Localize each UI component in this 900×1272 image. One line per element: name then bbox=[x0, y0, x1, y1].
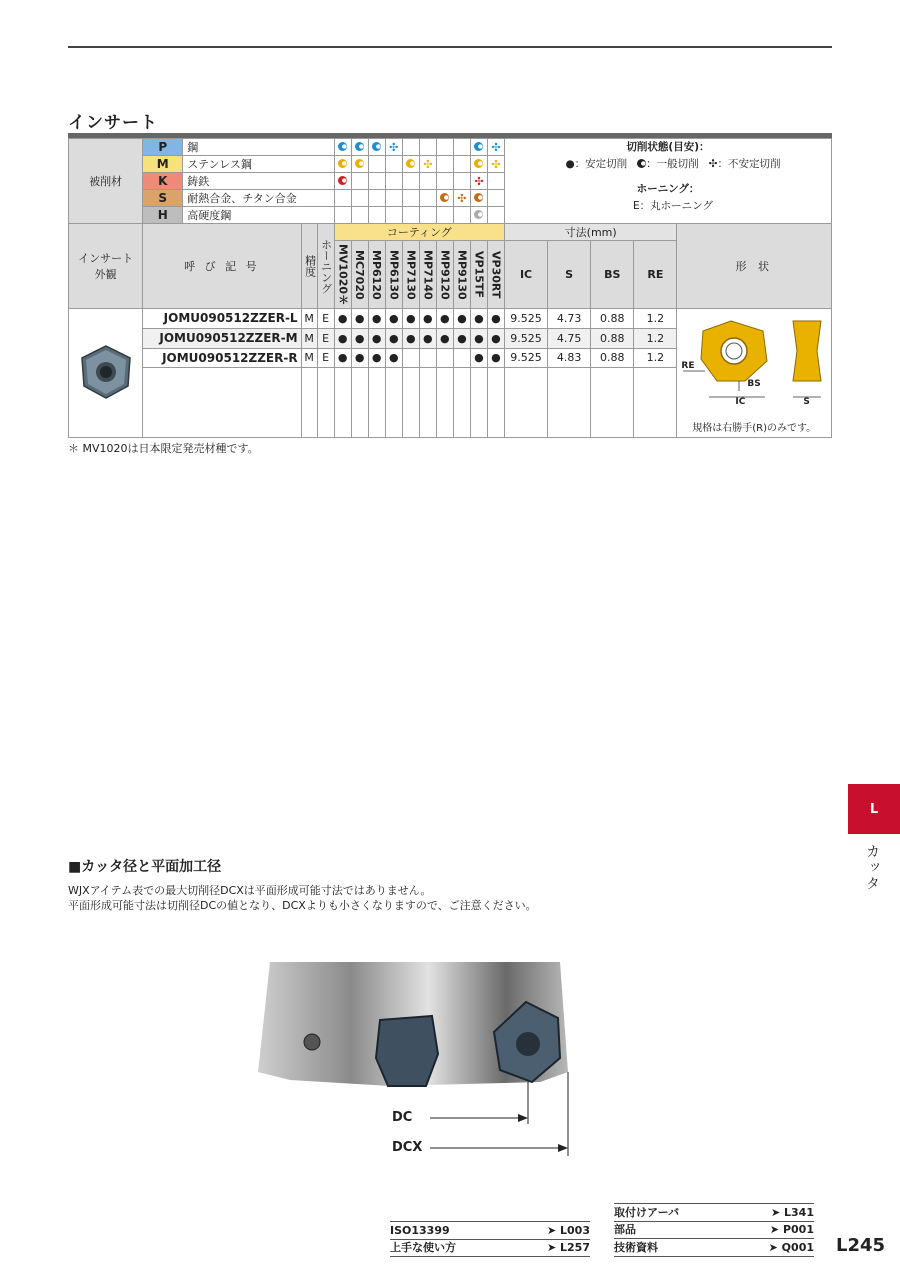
grade-mark: ● bbox=[470, 348, 487, 368]
ref-label: ISO13399 bbox=[390, 1224, 450, 1237]
honing-cell: E bbox=[317, 348, 334, 368]
stable-icon bbox=[372, 142, 381, 151]
grade-header: MP6130 bbox=[387, 249, 401, 300]
grade-header: VP15TF bbox=[472, 251, 486, 298]
grade-mark bbox=[453, 348, 470, 368]
dim-s: 4.73 bbox=[548, 309, 591, 329]
insert-photo-cell bbox=[69, 309, 143, 438]
grade-mark: ● bbox=[487, 309, 504, 329]
shape-note: 規格は右勝手(R)のみです。 bbox=[692, 423, 817, 434]
grade-header: VP30RT bbox=[489, 250, 503, 299]
coating-header: コーティング bbox=[334, 224, 504, 241]
dim-bs: 0.88 bbox=[591, 328, 634, 348]
unstable-icon: ✣ bbox=[474, 174, 484, 188]
grade-mark: ● bbox=[436, 328, 453, 348]
shape-header: 形 状 bbox=[677, 224, 832, 309]
ref-label: 上手な使い方 bbox=[390, 1241, 456, 1254]
insert-view-header: インサート 外観 bbox=[69, 224, 143, 309]
insert-table bbox=[68, 138, 832, 438]
material-code-h: H bbox=[143, 207, 183, 224]
ref-page: ➤ Q001 bbox=[768, 1241, 814, 1254]
dim-re: 1.2 bbox=[634, 309, 677, 329]
dc-label: DC bbox=[392, 1110, 413, 1125]
material-code-k: K bbox=[143, 173, 183, 190]
general-icon bbox=[440, 193, 449, 202]
unstable-legend-icon: ✣ bbox=[708, 158, 718, 170]
general-icon bbox=[355, 159, 364, 168]
grade-mark bbox=[436, 348, 453, 368]
tolerance-cell: M bbox=[301, 309, 317, 329]
dim-ic: 9.525 bbox=[504, 328, 547, 348]
ref-page: ➤ L257 bbox=[546, 1241, 590, 1254]
dim-col-re: RE bbox=[634, 241, 677, 309]
dim-ic: 9.525 bbox=[504, 309, 547, 329]
material-code-s: S bbox=[143, 190, 183, 207]
legend-stable: ：安定切削 bbox=[574, 158, 628, 170]
grade-mark: ● bbox=[334, 309, 351, 329]
ref-label: 部品 bbox=[614, 1223, 636, 1236]
grade-mark: ● bbox=[453, 309, 470, 329]
tolerance-cell: M bbox=[301, 348, 317, 368]
dim-s: 4.75 bbox=[548, 328, 591, 348]
grade-mark: ● bbox=[385, 309, 402, 329]
ref-page: ➤ L341 bbox=[770, 1206, 814, 1219]
grade-mark: ● bbox=[368, 348, 385, 368]
general-icon bbox=[474, 159, 483, 168]
grade-header: MP6120 bbox=[370, 249, 384, 300]
footnote: ＊ MV1020は日本限定発売材種です。 bbox=[68, 442, 259, 455]
dim-bs: 0.88 bbox=[591, 309, 634, 329]
material-name: 鋼 bbox=[183, 139, 334, 156]
honing-header: ホーニング bbox=[319, 238, 333, 294]
ref-link[interactable] bbox=[614, 1221, 814, 1239]
legend-honing-e: E：丸ホーニング bbox=[633, 200, 713, 212]
dimensions-header: 寸法(mm) bbox=[504, 224, 676, 241]
section2-text bbox=[68, 883, 537, 913]
legend-general: ：一般切削 bbox=[646, 158, 699, 170]
tolerance-cell: M bbox=[301, 328, 317, 348]
ref-page: ➤ L003 bbox=[546, 1224, 590, 1237]
grade-mark: ● bbox=[351, 328, 368, 348]
general-icon bbox=[637, 159, 646, 168]
grade-header: MV1020＊ bbox=[336, 243, 350, 306]
stable-icon bbox=[338, 142, 347, 151]
grade-header: MP7130 bbox=[404, 249, 418, 300]
dim-bs: 0.88 bbox=[591, 348, 634, 368]
honing-cell: E bbox=[317, 309, 334, 329]
grade-mark: ● bbox=[487, 348, 504, 368]
ref-link[interactable] bbox=[614, 1203, 814, 1222]
dim-col-ic: IC bbox=[504, 241, 547, 309]
material-name: 耐熱合金、チタン合金 bbox=[183, 190, 334, 207]
insert-code: JOMU090512ZZER-R bbox=[143, 348, 301, 368]
legend-unstable: ：不安定切削 bbox=[717, 158, 781, 170]
grade-mark: ● bbox=[419, 328, 436, 348]
ref-link[interactable] bbox=[390, 1239, 590, 1257]
dim-col-bs: BS bbox=[591, 241, 634, 309]
material-name: ステンレス鋼 bbox=[183, 156, 334, 173]
dim-ic: 9.525 bbox=[504, 348, 547, 368]
cutter-photo bbox=[250, 962, 590, 1162]
unstable-icon: ✣ bbox=[423, 157, 433, 171]
general-icon bbox=[474, 210, 483, 219]
shape-label-bs: BS bbox=[747, 379, 761, 389]
tolerance-header: 精度 bbox=[303, 255, 317, 277]
shape-label-s: S bbox=[803, 397, 810, 407]
condition-legend bbox=[504, 139, 831, 224]
shape-label-re: RE bbox=[681, 361, 695, 371]
grade-mark: ● bbox=[402, 328, 419, 348]
grade-mark: ● bbox=[334, 328, 351, 348]
grade-mark: ● bbox=[419, 309, 436, 329]
insert-photo bbox=[76, 342, 136, 402]
ref-label: 技術資料 bbox=[614, 1241, 658, 1254]
grade-mark bbox=[402, 348, 419, 368]
section2-title: ■カッタ径と平面加工径 bbox=[68, 859, 222, 875]
general-icon bbox=[474, 193, 483, 202]
grade-mark: ● bbox=[436, 309, 453, 329]
general-icon bbox=[406, 159, 415, 168]
insert-code: JOMU090512ZZER-M bbox=[143, 328, 301, 348]
legend-cutting-title: 切削状態(目安)： bbox=[626, 141, 710, 153]
grade-mark: ● bbox=[385, 348, 402, 368]
grade-header: MP7140 bbox=[421, 249, 435, 300]
unstable-icon: ✣ bbox=[389, 140, 399, 154]
grade-header: MP9130 bbox=[455, 249, 469, 300]
grade-mark: ● bbox=[470, 309, 487, 329]
material-code-p: P bbox=[143, 139, 183, 156]
dcx-label: DCX bbox=[392, 1140, 423, 1155]
material-code-m: M bbox=[143, 156, 183, 173]
grade-mark bbox=[419, 348, 436, 368]
table-row bbox=[69, 309, 832, 329]
dim-s: 4.83 bbox=[548, 348, 591, 368]
general-icon bbox=[338, 176, 347, 185]
ref-page: ➤ P001 bbox=[769, 1223, 814, 1236]
designation-header: 呼 び 記 号 bbox=[143, 224, 301, 309]
stable-icon bbox=[355, 142, 364, 151]
section2-line: 平面形成可能寸法は切削径DCの値となり、DCXよりも小さくなりますので、ご注意ください。 bbox=[68, 899, 537, 912]
grade-header: MP9120 bbox=[438, 249, 452, 300]
insert-code: JOMU090512ZZER-L bbox=[143, 309, 301, 329]
section2-line: WJXアイテム表での最大切削径DCXは平面形成可能寸法ではありません。 bbox=[68, 884, 432, 897]
general-icon bbox=[338, 159, 347, 168]
grade-mark: ● bbox=[368, 328, 385, 348]
stable-dot-icon: ● bbox=[565, 158, 575, 170]
work-material-label: 被削材 bbox=[69, 139, 143, 224]
section-title: インサート bbox=[68, 113, 158, 133]
grade-mark: ● bbox=[402, 309, 419, 329]
grade-mark: ● bbox=[487, 328, 504, 348]
grade-mark: ● bbox=[385, 328, 402, 348]
grade-mark: ● bbox=[470, 328, 487, 348]
side-tab[interactable]: L bbox=[848, 784, 900, 834]
legend-honing-title: ホーニング： bbox=[636, 183, 700, 195]
side-label: カッタ bbox=[864, 844, 880, 892]
honing-cell: E bbox=[317, 328, 334, 348]
grade-mark: ● bbox=[351, 348, 368, 368]
grade-mark: ● bbox=[368, 309, 385, 329]
shape-label-ic: IC bbox=[735, 397, 746, 407]
grade-header: MC7020 bbox=[353, 249, 367, 300]
dim-re: 1.2 bbox=[634, 328, 677, 348]
ref-link[interactable] bbox=[614, 1239, 814, 1257]
unstable-icon: ✣ bbox=[491, 157, 501, 171]
grade-mark: ● bbox=[334, 348, 351, 368]
ref-label: 取付けアーバ bbox=[614, 1206, 680, 1219]
material-name: 高硬度鋼 bbox=[183, 207, 334, 224]
ref-link[interactable] bbox=[390, 1221, 590, 1240]
top-rule bbox=[68, 46, 832, 48]
unstable-icon: ✣ bbox=[457, 191, 467, 205]
stable-icon bbox=[474, 142, 483, 151]
grade-mark: ● bbox=[453, 328, 470, 348]
unstable-icon: ✣ bbox=[491, 140, 501, 154]
material-name: 鋳鉄 bbox=[183, 173, 334, 190]
shape-cell bbox=[677, 309, 832, 438]
page-number: L245 bbox=[836, 1235, 886, 1256]
grade-mark: ● bbox=[351, 309, 368, 329]
dim-col-s: S bbox=[548, 241, 591, 309]
dim-re: 1.2 bbox=[634, 348, 677, 368]
